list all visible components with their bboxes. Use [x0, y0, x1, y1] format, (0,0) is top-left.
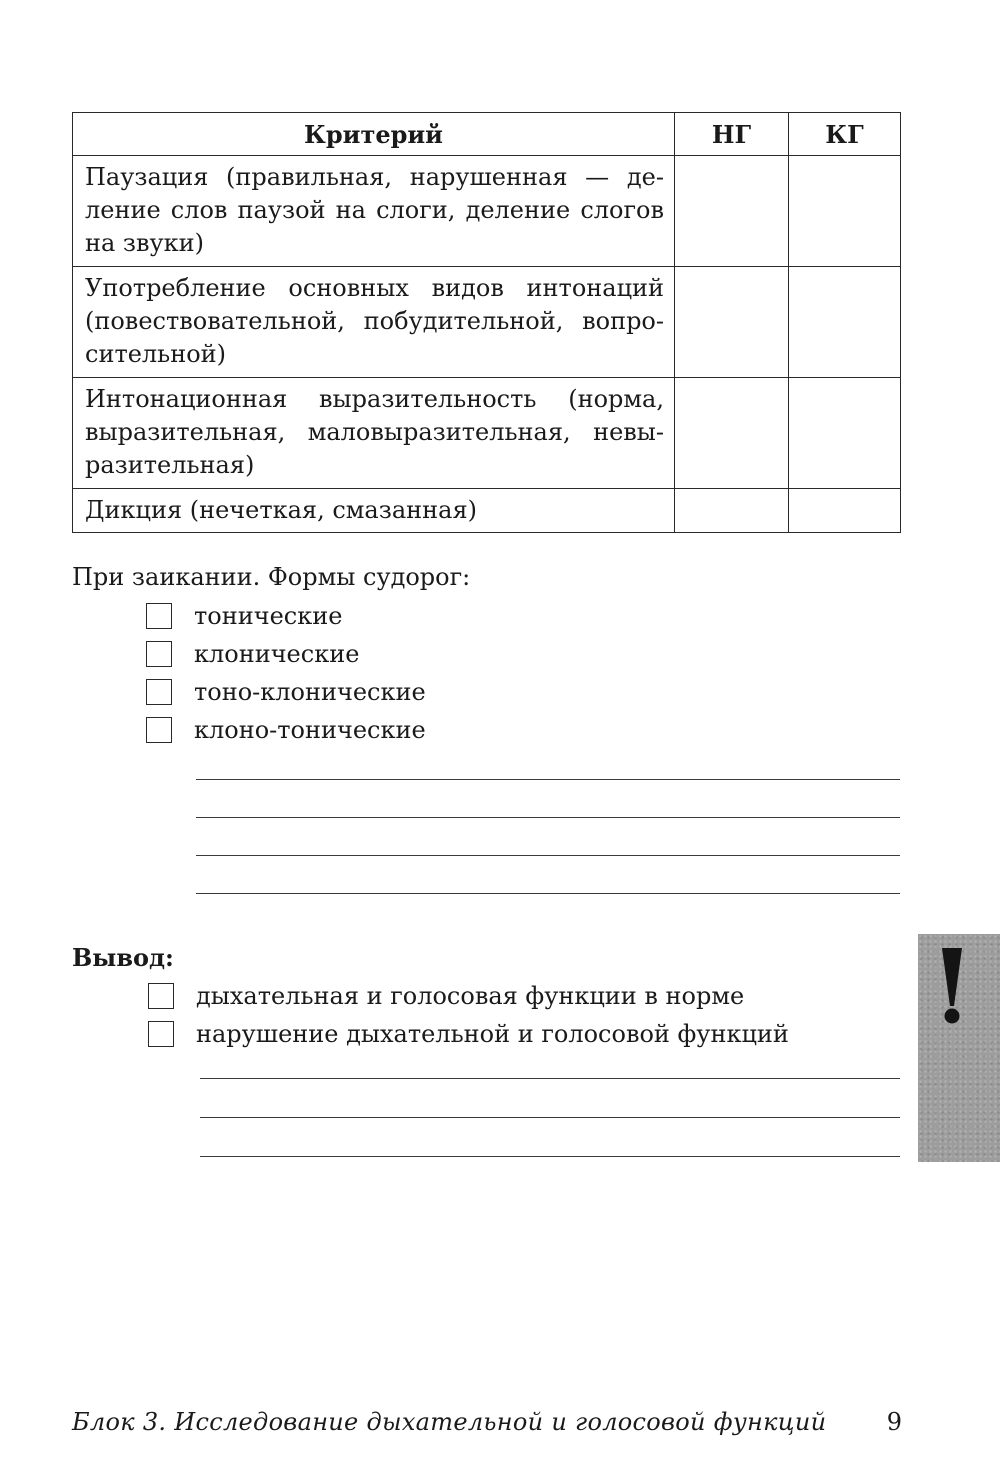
clono-tonic-checkbox[interactable] — [146, 717, 172, 743]
criteria-table — [72, 112, 901, 533]
table-row — [73, 156, 901, 267]
page-number: 9 — [886, 1408, 902, 1436]
list-item — [146, 673, 426, 711]
header-ng: НГ — [675, 113, 789, 156]
write-in-line[interactable] — [200, 1118, 900, 1157]
criterion-cell: Интонационная выразительность (норма, выразительная, маловыразительная, невыразительная) — [73, 378, 675, 489]
table-row — [73, 378, 901, 489]
criterion-cell: Паузация (правильная, нарушенная — деление слов паузой на слоги, деление слогов на звуки) — [73, 156, 675, 267]
list-item — [146, 597, 426, 635]
table-row — [73, 489, 901, 533]
option-label: тоно-клонические — [194, 678, 426, 706]
criterion-cell: Дикция (нечеткая, смазанная) — [73, 489, 675, 533]
write-in-line[interactable] — [200, 1079, 900, 1118]
header-kg: КГ — [789, 113, 901, 156]
convulsion-form-list — [146, 597, 426, 749]
write-in-line[interactable] — [196, 780, 900, 818]
tono-clonic-checkbox[interactable] — [146, 679, 172, 705]
stuttering-title: При заикании. Формы судорог: — [72, 563, 471, 591]
ng-cell[interactable] — [675, 156, 789, 267]
ng-cell[interactable] — [675, 267, 789, 378]
ng-cell[interactable] — [675, 378, 789, 489]
page-footer — [72, 1408, 902, 1436]
clonic-checkbox[interactable] — [146, 641, 172, 667]
stuttering-notes-lines — [196, 742, 900, 894]
ng-cell[interactable] — [675, 489, 789, 533]
option-label: дыхательная и голосовая функции в норме — [196, 982, 745, 1010]
write-in-line[interactable] — [196, 818, 900, 856]
list-item — [146, 635, 426, 673]
conclusion-notes-lines — [200, 1040, 900, 1157]
kg-cell[interactable] — [789, 156, 901, 267]
list-item — [148, 977, 789, 1015]
kg-cell[interactable] — [789, 489, 901, 533]
exclamation-icon — [918, 934, 1000, 1162]
option-label: нарушение дыхательной и голосовой функций — [196, 1020, 789, 1048]
criterion-cell: Употребление основных видов интонаций (повествовательной, побудительной, вопросительной) — [73, 267, 675, 378]
kg-cell[interactable] — [789, 378, 901, 489]
header-criterion: Критерий — [73, 113, 675, 156]
write-in-line[interactable] — [200, 1040, 900, 1079]
option-label: тонические — [194, 602, 343, 630]
block-title: Блок 3. Исследование дыхательной и голосовой функций — [72, 1408, 827, 1436]
conclusion-title: Вывод: — [72, 943, 174, 972]
attention-marker — [918, 934, 1000, 1162]
option-label: клоно-тонические — [194, 716, 426, 744]
table-header-row — [73, 113, 901, 156]
write-in-line[interactable] — [196, 742, 900, 780]
normal-function-checkbox[interactable] — [148, 983, 174, 1009]
table-row — [73, 267, 901, 378]
write-in-line[interactable] — [196, 856, 900, 894]
tonic-checkbox[interactable] — [146, 603, 172, 629]
impaired-function-checkbox[interactable] — [148, 1021, 174, 1047]
option-label: клонические — [194, 640, 360, 668]
kg-cell[interactable] — [789, 267, 901, 378]
